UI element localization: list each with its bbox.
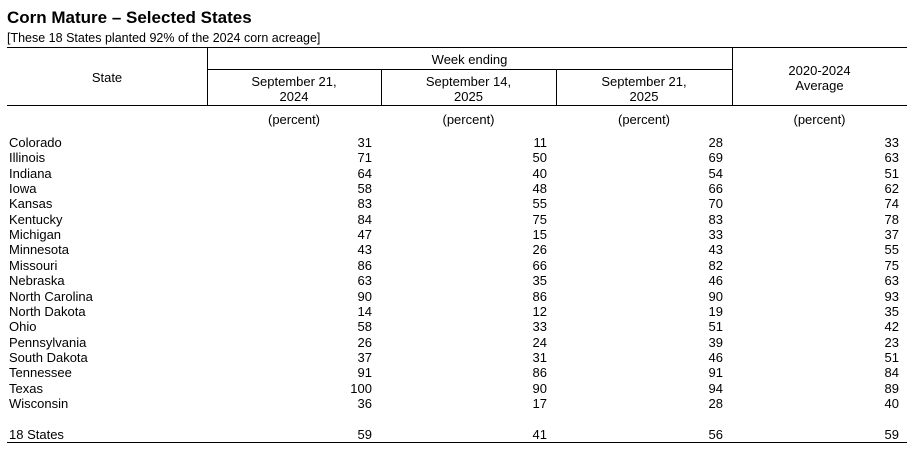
col4-unit: (percent) bbox=[793, 112, 846, 127]
state-cell bbox=[9, 289, 201, 304]
total-row bbox=[0, 427, 918, 442]
state-cell bbox=[9, 381, 201, 396]
state-cell bbox=[9, 396, 201, 411]
col1-value: 36 bbox=[357, 395, 372, 411]
col1-value: 71 bbox=[357, 150, 372, 166]
col1-value: 91 bbox=[357, 365, 372, 381]
col3-unit: (percent) bbox=[617, 112, 671, 127]
table-row bbox=[0, 227, 918, 242]
state-cell bbox=[9, 304, 201, 319]
col2-value: 90 bbox=[532, 380, 547, 396]
col1-value: 90 bbox=[357, 288, 372, 304]
col4-header-line1: 2020-2024 bbox=[788, 63, 851, 78]
col2-header-line1: September 14, bbox=[425, 74, 512, 89]
col1-value: 58 bbox=[357, 181, 372, 197]
col4-value: 75 bbox=[884, 257, 899, 273]
col1-value: 64 bbox=[357, 165, 372, 181]
col4-value: 63 bbox=[884, 273, 899, 289]
header-bottom-rule bbox=[7, 105, 907, 106]
week-ending-rule bbox=[207, 69, 732, 70]
state-name: Texas bbox=[9, 381, 47, 396]
state-name: Colorado bbox=[9, 135, 66, 150]
col1-value: 83 bbox=[357, 196, 372, 212]
table-row bbox=[0, 396, 918, 411]
col2-value: 24 bbox=[532, 334, 547, 350]
col2-value: 17 bbox=[532, 395, 547, 411]
col1-value: 43 bbox=[357, 242, 372, 258]
col3-value: 43 bbox=[708, 242, 723, 258]
table-row bbox=[0, 289, 918, 304]
col4-value: 55 bbox=[884, 242, 899, 258]
col3-value: 19 bbox=[708, 303, 723, 319]
state-cell bbox=[9, 319, 201, 334]
table-row bbox=[0, 242, 918, 257]
col4-value: 89 bbox=[884, 380, 899, 396]
col1-value: 31 bbox=[357, 135, 372, 150]
col4-total: 59 bbox=[884, 426, 899, 442]
table-row bbox=[0, 365, 918, 380]
col1-header-line1: September 21, bbox=[251, 74, 337, 89]
col4-value: 33 bbox=[884, 135, 899, 150]
col3-value: 28 bbox=[708, 135, 723, 150]
col3-header bbox=[556, 74, 732, 104]
state-cell bbox=[9, 181, 201, 196]
table-row bbox=[0, 319, 918, 334]
col2-value: 26 bbox=[532, 242, 547, 258]
state-cell bbox=[9, 365, 201, 380]
col3-value: 83 bbox=[708, 211, 723, 227]
state-name: Ohio bbox=[9, 319, 40, 334]
state-cell bbox=[9, 335, 201, 350]
col4-value: 42 bbox=[884, 319, 899, 335]
state-name: Wisconsin bbox=[9, 396, 72, 411]
state-name: Tennessee bbox=[9, 365, 76, 380]
col3-value: 46 bbox=[708, 349, 723, 365]
col4-value: 62 bbox=[884, 181, 899, 197]
state-name: North Carolina bbox=[9, 289, 97, 304]
col1-total: 59 bbox=[357, 426, 372, 442]
col1-value: 14 bbox=[357, 303, 372, 319]
state-cell bbox=[9, 227, 201, 242]
table-top-rule bbox=[7, 47, 907, 48]
week-ending-header: Week ending bbox=[431, 52, 508, 67]
col3-value: 33 bbox=[708, 227, 723, 243]
col4-value: 37 bbox=[884, 227, 899, 243]
col3-value: 54 bbox=[708, 165, 723, 181]
col4-value: 78 bbox=[884, 211, 899, 227]
col2-value: 33 bbox=[532, 319, 547, 335]
col2-value: 86 bbox=[532, 365, 547, 381]
state-cell bbox=[9, 135, 201, 150]
state-name: Pennsylvania bbox=[9, 335, 90, 350]
state-name: Nebraska bbox=[9, 273, 69, 288]
state-cell bbox=[9, 150, 201, 165]
table-row bbox=[0, 273, 918, 288]
table-row bbox=[0, 212, 918, 227]
col2-value: 12 bbox=[532, 303, 547, 319]
table-row bbox=[0, 135, 918, 150]
page-title: Corn Mature – Selected States bbox=[7, 8, 252, 27]
col1-value: 37 bbox=[357, 349, 372, 365]
col1-value: 84 bbox=[357, 211, 372, 227]
col1-value: 63 bbox=[357, 273, 372, 289]
col3-value: 66 bbox=[708, 181, 723, 197]
col4-value: 84 bbox=[884, 365, 899, 381]
col2-value: 11 bbox=[533, 135, 547, 150]
state-column-header: State bbox=[91, 70, 123, 85]
col1-header-line2: 2024 bbox=[279, 89, 309, 104]
col4-value: 63 bbox=[884, 150, 899, 166]
col4-value: 93 bbox=[884, 288, 899, 304]
col2-header bbox=[381, 74, 556, 104]
state-name: Minnesota bbox=[9, 242, 73, 257]
state-cell bbox=[9, 427, 201, 442]
col3-header-line1: September 21, bbox=[601, 74, 687, 89]
state-cell bbox=[9, 350, 201, 365]
col4-header bbox=[732, 63, 907, 93]
state-name: Kansas bbox=[9, 196, 56, 211]
state-name: Iowa bbox=[9, 181, 40, 196]
state-cell bbox=[9, 242, 201, 257]
state-name: Michigan bbox=[9, 227, 65, 242]
col3-value: 69 bbox=[708, 150, 723, 166]
col4-header-line2: Average bbox=[795, 78, 844, 93]
col2-value: 55 bbox=[532, 196, 547, 212]
col2-header-line2: 2025 bbox=[454, 89, 483, 104]
col1-header bbox=[207, 74, 381, 104]
col2-unit: (percent) bbox=[442, 112, 495, 127]
state-cell bbox=[9, 258, 201, 273]
col1-unit: (percent) bbox=[267, 112, 321, 127]
col3-value: 94 bbox=[708, 380, 723, 396]
state-name: Kentucky bbox=[9, 212, 66, 227]
col4-value: 51 bbox=[884, 349, 899, 365]
col3-value: 39 bbox=[708, 334, 723, 350]
state-cell bbox=[9, 273, 201, 288]
col1-value: 86 bbox=[357, 257, 372, 273]
col3-value: 70 bbox=[708, 196, 723, 212]
col1-value: 26 bbox=[357, 334, 372, 350]
table-row bbox=[0, 150, 918, 165]
state-cell bbox=[9, 212, 201, 227]
state-cell bbox=[9, 196, 201, 211]
col2-value: 40 bbox=[532, 165, 547, 181]
col3-total: 56 bbox=[708, 426, 723, 442]
col3-value: 91 bbox=[708, 365, 723, 381]
col3-value: 28 bbox=[708, 395, 723, 411]
table-row bbox=[0, 196, 918, 211]
col1-value: 47 bbox=[357, 227, 372, 243]
col2-value: 75 bbox=[532, 211, 547, 227]
state-name: Illinois bbox=[9, 150, 49, 165]
col2-value: 50 bbox=[532, 150, 547, 166]
state-name: North Dakota bbox=[9, 304, 90, 319]
col4-value: 23 bbox=[884, 334, 899, 350]
col2-total: 41 bbox=[532, 426, 547, 442]
table-row bbox=[0, 166, 918, 181]
col1-value: 100 bbox=[350, 380, 372, 396]
col3-value: 46 bbox=[708, 273, 723, 289]
col4-value: 74 bbox=[884, 196, 899, 212]
col4-value: 35 bbox=[884, 303, 899, 319]
col4-value: 40 bbox=[884, 395, 899, 411]
col2-value: 35 bbox=[532, 273, 547, 289]
table-row bbox=[0, 258, 918, 273]
col4-value: 51 bbox=[884, 165, 899, 181]
state-name: 18 States bbox=[9, 427, 68, 442]
state-name: Missouri bbox=[9, 258, 61, 273]
state-name: South Dakota bbox=[9, 350, 92, 365]
state-cell bbox=[9, 166, 201, 181]
col2-value: 31 bbox=[532, 349, 547, 365]
col3-value: 90 bbox=[708, 288, 723, 304]
col2-value: 48 bbox=[532, 181, 547, 197]
table-row bbox=[0, 381, 918, 396]
table-bottom-rule bbox=[7, 442, 907, 443]
col2-value: 86 bbox=[532, 288, 547, 304]
col2-value: 66 bbox=[532, 257, 547, 273]
col3-header-line2: 2025 bbox=[629, 89, 659, 104]
table-row bbox=[0, 304, 918, 319]
col1-value: 58 bbox=[357, 319, 372, 335]
state-name: Indiana bbox=[9, 166, 56, 181]
col2-value: 15 bbox=[532, 227, 547, 243]
table-row bbox=[0, 335, 918, 350]
col3-value: 51 bbox=[708, 319, 723, 335]
page-subtitle: [These 18 States planted 92% of the 2024 corn acreage] bbox=[7, 31, 321, 45]
col3-value: 82 bbox=[708, 257, 723, 273]
table-row bbox=[0, 350, 918, 365]
table-row bbox=[0, 181, 918, 196]
